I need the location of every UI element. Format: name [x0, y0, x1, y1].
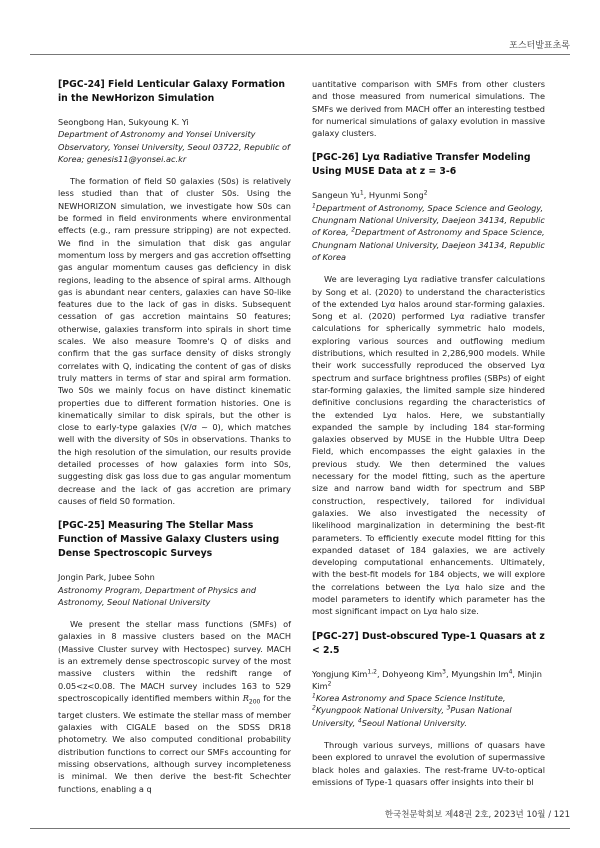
- abstract-pgc24: [58, 78, 291, 507]
- footer-rule: [30, 828, 570, 829]
- author-sup: 1: [359, 189, 364, 197]
- abstract-authors: [312, 668, 545, 693]
- abstract-authors: Jongin Park, Jubee Sohn: [58, 572, 155, 583]
- author-name: , Hyunmi Song: [363, 190, 424, 201]
- left-column: [58, 78, 291, 807]
- r200-subscript: 200: [248, 698, 261, 706]
- abstract-body: Through various surveys, millions of quasars have been explored to unravel the evolution of supermassive black holes and galaxies. The rest-frame UV-to-optical emissions of Type-1 quasars offer insights into their bl: [312, 740, 545, 787]
- footer-text: 한국천문학회보 제48권 2호, 2023년 10월 / 121: [384, 810, 570, 820]
- abstract-pgc25: [58, 519, 291, 795]
- author-name: Sangeun Yu: [312, 190, 360, 201]
- header-label: 포스터발표초록: [509, 41, 570, 51]
- abstract-affiliation: [312, 692, 545, 729]
- aff-text: Pusan National University,: [312, 705, 512, 728]
- author-name: , Dohyeong Kim: [376, 668, 443, 679]
- abstract-affiliation: [312, 202, 545, 263]
- abstract-body: uantitative comparison with SMFs from other clusters and those measured from numerical simulations. The SMFs we derived from MACH offer an interesting testbed for numerical simulations of galaxy evolution in massive galaxy clusters.: [312, 79, 545, 139]
- body-part: for the target clusters. We estimate the stellar mass of member galaxies with CIGALE based on the SDSS DR18 photometry. We also computed conditional probability distribution functions to correct our SMFs accounting for missing observations, although survey incompleteness is minimal. We then derive the best-fit Schechter functions, enabling a q: [58, 692, 291, 794]
- abstract-title: [PGC-26] Lyα Radiative Transfer Modeling Using MUSE Data at z = 3-6: [312, 152, 531, 178]
- author-sup: 3: [442, 667, 446, 675]
- aff-sup: 2: [312, 704, 316, 712]
- author-sup: 2: [327, 680, 332, 688]
- aff-sup: 4: [357, 717, 362, 725]
- abstract-body: We are leveraging Lyα radiative transfer calculations by Song et al. (2020) to understand the characteristics of the extended Lyα halos around star-forming galaxies. Song et al. (2020) performed Lyα radiative transfer calculations for spherically symmetric halo models, exploring various sources and outflowing medium distributions, which resulted in 2,286,900 models. While their work successfully reproduced the observed Lyα spectrum and surface brightness profiles (SBPs) of eight star-forming galaxies, the limited sample size hindered definitive conclusions regarding the characteristics of the extended Lyα halos. Here, we substantially expanded the sample by including 184 star-forming galaxies observed by MUSE in the Hubble Ultra Deep Field, which encompasses the eight galaxies in the previous study. We then determined the values necessary for the model fitting, such as the aperture size and narrow band width for spectrum and SBP construction, respectively, tailored for individual galaxies. We also investigated the necessity of likelihood marginalization in determining the best-fit parameters. To efficiently execute model fitting for this expanded dataset of 184 galaxies, we are actively developing computational enhancements. Ultimately, with the best-fit models for 184 objects, we will explore the correlations between the Lyα halo size and the model parameters to identify which parameter has the most significant impact on Lyα halo size.: [312, 274, 545, 617]
- author-sup: 2: [423, 189, 428, 197]
- r200-symbol: R: [242, 692, 249, 703]
- aff-sup: 1: [312, 692, 316, 700]
- header-rule: [30, 54, 570, 55]
- right-column: [312, 78, 545, 800]
- abstract-title: [PGC-25] Measuring The Stellar Mass Function of Massive Galaxy Clusters using Dense Spectroscopic Surveys: [58, 520, 280, 560]
- abstract-body: The formation of field S0 galaxies (S0s) is relatively less studied than that of cluster S0s. Using the NEWHORIZON simulation, we investigate how S0s can be formed in field environments where environmental effects (e.g., ram pressure stripping) are not expected. We find in the simulation that disk gas angular momentum loss by mergers and gas accretion offsetting gas angular momentum causes gas deficiency in disk regions, leading to the absence of spiral arms. Although gas is abundant near centers, galaxies can have S0-like features due to the lack of gas in disks. Subsequent cessation of gas accretion maintains S0 features; otherwise, galaxies transform into spirals in short time scales. We also measure Toomre's Q of disks and confirm that the gas surface density of disks strongly correlates with Q, indicating the content of gas of disks truly matters in terms of star and spiral arm formation. Two S0s we mainly focus on have distinct kinematic properties due to different formation histories. One is kinematically similar to disk spirals, but the other is close to early-type galaxies (V/σ ~ 0), which matches well with the diversity of S0s in observations. Thanks to the high resolution of the simulation, our results provide detailed processes of how galaxies form into S0s, suggesting disk gas loss due to gas angular momentum decrease and the lack of gas accretion are primary causes of field S0 formation.: [58, 176, 291, 506]
- abstract-body: [58, 618, 291, 795]
- author-name: Yongjung Kim: [312, 668, 368, 679]
- aff-sup: 3: [446, 704, 451, 712]
- aff-sup: 2: [351, 226, 356, 234]
- aff-text: Department of Astronomy, Space Science and Geology, Chungnam National University, Daejeon 34134, Republic of Korea,: [312, 202, 545, 238]
- aff-text: Department of Astronomy and Space Science, Chungnam National University, Daejeon 34134, Republic of Korea: [312, 227, 545, 262]
- aff-sup: 1: [312, 202, 316, 210]
- abstract-pgc27: [312, 630, 545, 789]
- author-name: , Minjin Kim: [312, 668, 542, 691]
- aff-text: Kyungpook National University,: [315, 705, 447, 716]
- abstract-pgc26: [312, 151, 545, 617]
- abstract-affiliation: Department of Astronomy and Yonsei University Observatory, Yonsei University, Seoul 03722, Republic of Korea; genesis11@yonsei.ac.kr: [58, 129, 290, 164]
- aff-text: Seoul National University.: [361, 717, 468, 728]
- abstract-authors: [312, 189, 545, 201]
- aff-text: Korea Astronomy and Space Science Institute,: [315, 693, 506, 704]
- abstract-pgc25-continued: [312, 78, 545, 139]
- abstract-affiliation: Astronomy Program, Department of Physics and Astronomy, Seoul National University: [58, 584, 257, 607]
- abstract-title: [PGC-27] Dust-obscured Type-1 Quasars at z < 2.5: [312, 630, 545, 656]
- body-part: We present the stellar mass functions (SMFs) of galaxies in 8 massive clusters based on the MACH (Massive Cluster survey with Hectospec) survey. MACH is an extremely dense spectroscopic survey of the most massive clusters within the redshift range of 0.05<z<0.08. The MACH survey includes 163 to 529 spectroscopically identified members within: [58, 619, 291, 703]
- abstract-authors: Seongbong Han, Sukyoung K. Yi: [58, 117, 189, 127]
- author-sup: 4: [508, 667, 513, 675]
- abstract-title: [PGC-24] Field Lenticular Galaxy Formation in the NewHorizon Simulation: [58, 79, 286, 104]
- author-name: , Myungshin Im: [445, 668, 509, 679]
- author-sup: 1,2: [367, 667, 377, 675]
